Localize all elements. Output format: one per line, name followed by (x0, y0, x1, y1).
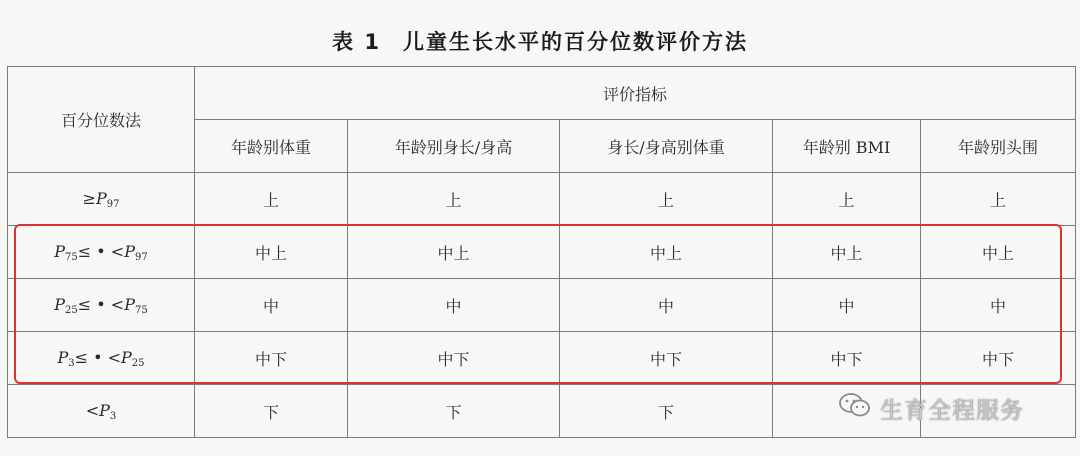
watermark (838, 388, 1024, 428)
table-cell: 中 (348, 279, 560, 332)
table-cell: 中下 (921, 332, 1076, 385)
table-cell: 中下 (560, 332, 773, 385)
table-cell: 中上 (921, 226, 1076, 279)
table-cell: 中 (921, 279, 1076, 332)
highlight-box (14, 224, 1062, 384)
table-cell: 中下 (348, 332, 560, 385)
watermark-text: 生育全程服务 (880, 397, 1024, 424)
row-header-cell: 百分位数法 (8, 67, 195, 173)
table-cell: 下 (560, 385, 773, 438)
table-cell: 中上 (560, 226, 773, 279)
percentile-range-cell: $P_3\le$ • $<P_{25}$ (8, 332, 195, 385)
table-cell: 中 (195, 279, 348, 332)
table-cell: 上 (195, 173, 348, 226)
percentile-range-cell: $\ge P_{97}$ (8, 173, 195, 226)
table-cell: 中上 (773, 226, 921, 279)
column-header: 年龄别体重 (195, 120, 348, 173)
table-title (0, 26, 1080, 56)
table-cell: 中 (773, 279, 921, 332)
table-cell: 上 (348, 173, 560, 226)
table-cell: 中下 (195, 332, 348, 385)
column-header: 年龄别头围 (921, 120, 1076, 173)
table-cell: 中 (560, 279, 773, 332)
table-cell: 上 (921, 173, 1076, 226)
table-cell: 上 (560, 173, 773, 226)
percentile-range-cell: $P_{75}\le$ • $<P_{97}$ (8, 226, 195, 279)
table-cell: 中上 (195, 226, 348, 279)
column-header: 身长/身高别体重 (560, 120, 773, 173)
column-header: 年龄别 BMI (773, 120, 921, 173)
table-cell: 上 (773, 173, 921, 226)
percentile-range-cell: $<P_3$ (8, 385, 195, 438)
table-title-text: 儿童生长水平的百分位数评价方法 (402, 30, 748, 54)
percentile-range-cell: $P_{25}\le$ • $<P_{75}$ (8, 279, 195, 332)
table-cell: 中上 (348, 226, 560, 279)
group-header-cell: 评价指标 (195, 67, 1076, 120)
table-number: 表 1 (332, 30, 381, 54)
table-cell: 中下 (773, 332, 921, 385)
table-cell: 下 (348, 385, 560, 438)
table-row (8, 173, 1076, 226)
table-cell: 下 (195, 385, 348, 438)
wechat-logo-icon (838, 391, 872, 425)
column-header: 年龄别身长/身高 (348, 120, 560, 173)
